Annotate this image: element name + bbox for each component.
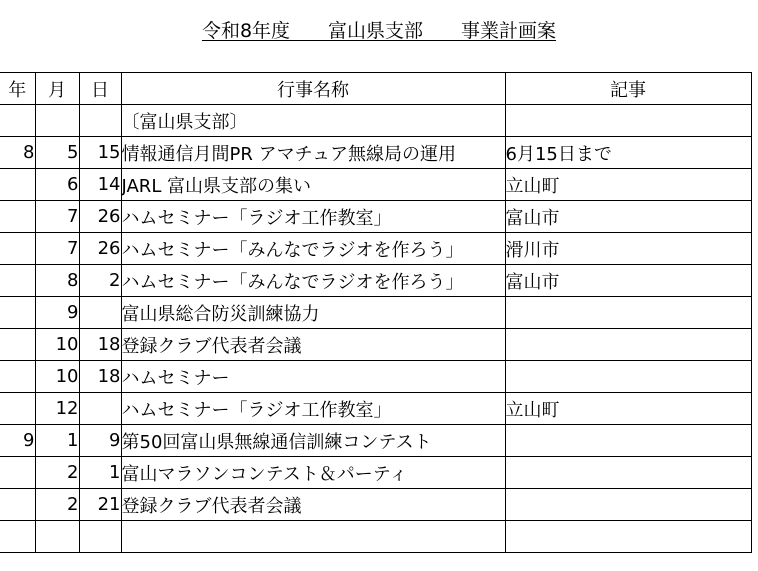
cell-day [79,297,121,329]
cell-day: 18 [79,329,121,361]
cell-year [0,233,35,265]
cell-month: 2 [35,489,79,521]
cell-day: 1 [79,457,121,489]
table-row [0,393,751,425]
cell-event: ハムセミナー「みんなでラジオを作ろう」 [121,233,505,265]
cell-day: 21 [79,489,121,521]
table-header-row [0,73,751,105]
cell-event: ハムセミナー [121,361,505,393]
table-row [0,265,751,297]
cell-note: 6月15日まで [505,137,751,169]
cell-month: 5 [35,137,79,169]
cell-year: 9 [0,425,35,457]
cell-note [505,297,751,329]
cell-year [0,393,35,425]
cell-month: 8 [35,265,79,297]
cell-event: 富山マラソンコンテスト＆パーティ [121,457,505,489]
header-month: 月 [35,73,79,105]
cell-event: 登録クラブ代表者会議 [121,489,505,521]
cell-event: 第50回富山県無線通信訓練コンテスト [121,425,505,457]
cell-note: 立山町 [505,169,751,201]
cell-day [79,393,121,425]
cell-event: 登録クラブ代表者会議 [121,329,505,361]
cell-year [0,105,35,137]
cell-year [0,489,35,521]
header-event: 行事名称 [121,73,505,105]
cell-note [505,105,751,137]
cell-month: 9 [35,297,79,329]
cell-event: ハムセミナー「みんなでラジオを作ろう」 [121,265,505,297]
header-day: 日 [79,73,121,105]
cell-month: 6 [35,169,79,201]
cell-event [121,521,505,553]
cell-year [0,521,35,553]
table-row [0,233,751,265]
cell-day: 26 [79,201,121,233]
cell-note: 滑川市 [505,233,751,265]
table-row [0,521,751,553]
cell-month: 10 [35,361,79,393]
cell-note [505,361,751,393]
cell-year [0,297,35,329]
schedule-table [0,72,752,553]
cell-day [79,105,121,137]
table-row [0,137,751,169]
cell-day: 15 [79,137,121,169]
table-row [0,297,751,329]
document-title: 令和8年度 富山県支部 事業計画案 [201,20,557,42]
cell-day: 18 [79,361,121,393]
cell-note [505,425,751,457]
cell-note [505,521,751,553]
cell-event: ハムセミナー「ラジオ工作教室」 [121,393,505,425]
cell-day: 14 [79,169,121,201]
cell-note [505,457,751,489]
cell-month [35,521,79,553]
table-row [0,425,751,457]
table-row [0,457,751,489]
cell-month: 10 [35,329,79,361]
cell-event: JARL 富山県支部の集い [121,169,505,201]
cell-month [35,105,79,137]
header-year: 年 [0,73,35,105]
cell-year [0,361,35,393]
table-row [0,361,751,393]
cell-year [0,457,35,489]
cell-note: 富山市 [505,265,751,297]
cell-day: 26 [79,233,121,265]
cell-month: 7 [35,201,79,233]
cell-event: 情報通信月間PR アマチュア無線局の運用 [121,137,505,169]
cell-event: 富山県総合防災訓練協力 [121,297,505,329]
cell-day [79,521,121,553]
cell-day: 9 [79,425,121,457]
cell-month: 2 [35,457,79,489]
table-row [0,201,751,233]
cell-note: 富山市 [505,201,751,233]
table-row [0,169,751,201]
table-row [0,329,751,361]
cell-year [0,265,35,297]
cell-year: 8 [0,137,35,169]
cell-day: 2 [79,265,121,297]
cell-month: 1 [35,425,79,457]
header-note: 記事 [505,73,751,105]
cell-note: 立山町 [505,393,751,425]
cell-year [0,201,35,233]
cell-note [505,329,751,361]
cell-note [505,489,751,521]
cell-event: 〔富山県支部〕 [121,105,505,137]
table-row [0,105,751,137]
table-row [0,489,751,521]
cell-event: ハムセミナー「ラジオ工作教室」 [121,201,505,233]
cell-year [0,329,35,361]
cell-year [0,169,35,201]
cell-month: 7 [35,233,79,265]
cell-month: 12 [35,393,79,425]
